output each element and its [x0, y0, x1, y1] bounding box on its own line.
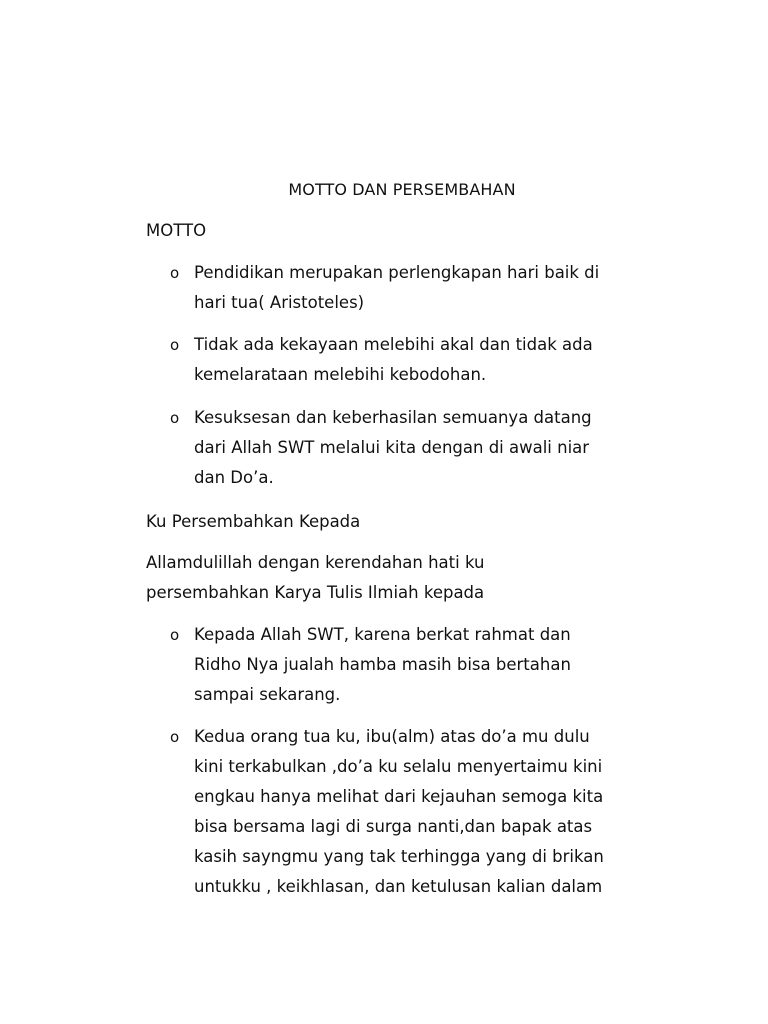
- list-item-line: untukku , keikhlasan, dan ketulusan kalian dalam: [194, 877, 603, 896]
- list-item-line: dari Allah SWT melalui kita dengan di awali niar: [194, 438, 590, 457]
- list-item-line: bisa bersama lagi di surga nanti,dan bapak atas: [194, 817, 593, 836]
- dedication-heading: Ku Persembahkan Kepada: [146, 512, 361, 531]
- bullet-icon: o: [170, 626, 180, 644]
- list-item: [146, 620, 706, 710]
- motto-heading: MOTTO: [146, 221, 207, 240]
- page-title: MOTTO DAN PERSEMBAHAN: [288, 180, 516, 199]
- list-item-line: Pendidikan merupakan perlengkapan hari baik di: [194, 263, 600, 282]
- list-item-line: Kedua orang tua ku, ibu(alm) atas do’a mu dulu: [194, 727, 590, 746]
- dedication-intro: [146, 548, 666, 608]
- list-item-line: kemelarataan melebihi kebodohan.: [194, 365, 487, 384]
- list-item: [146, 403, 706, 493]
- list-item-line: hari tua( Aristoteles): [194, 293, 365, 312]
- bullet-icon: o: [170, 336, 180, 354]
- list-item: [146, 330, 706, 390]
- bullet-icon: o: [170, 264, 180, 282]
- list-item-line: kini terkabulkan ,do’a ku selalu menyertaimu kini: [194, 757, 603, 776]
- list-item: [146, 258, 706, 318]
- list-item-line: dan Do’a.: [194, 468, 274, 487]
- list-item-line: Kepada Allah SWT, karena berkat rahmat dan: [194, 625, 571, 644]
- list-item-line: Kesuksesan dan keberhasilan semuanya datang: [194, 408, 592, 427]
- bullet-icon: o: [170, 409, 180, 427]
- list-item-line: engkau hanya melihat dari kejauhan semoga kita: [194, 787, 604, 806]
- dedication-list: [146, 620, 706, 902]
- paragraph-line: persembahkan Karya Tulis Ilmiah kepada: [146, 583, 485, 602]
- bullet-icon: o: [170, 728, 180, 746]
- list-item-line: kasih sayngmu yang tak terhingga yang di brikan: [194, 847, 604, 866]
- list-item-line: sampai sekarang.: [194, 685, 341, 704]
- list-item-line: Tidak ada kekayaan melebihi akal dan tidak ada: [194, 335, 593, 354]
- list-item: [146, 722, 706, 902]
- paragraph-line: Allamdulillah dengan kerendahan hati ku: [146, 553, 485, 572]
- motto-list: [146, 258, 706, 493]
- list-item-line: Ridho Nya jualah hamba masih bisa bertahan: [194, 655, 571, 674]
